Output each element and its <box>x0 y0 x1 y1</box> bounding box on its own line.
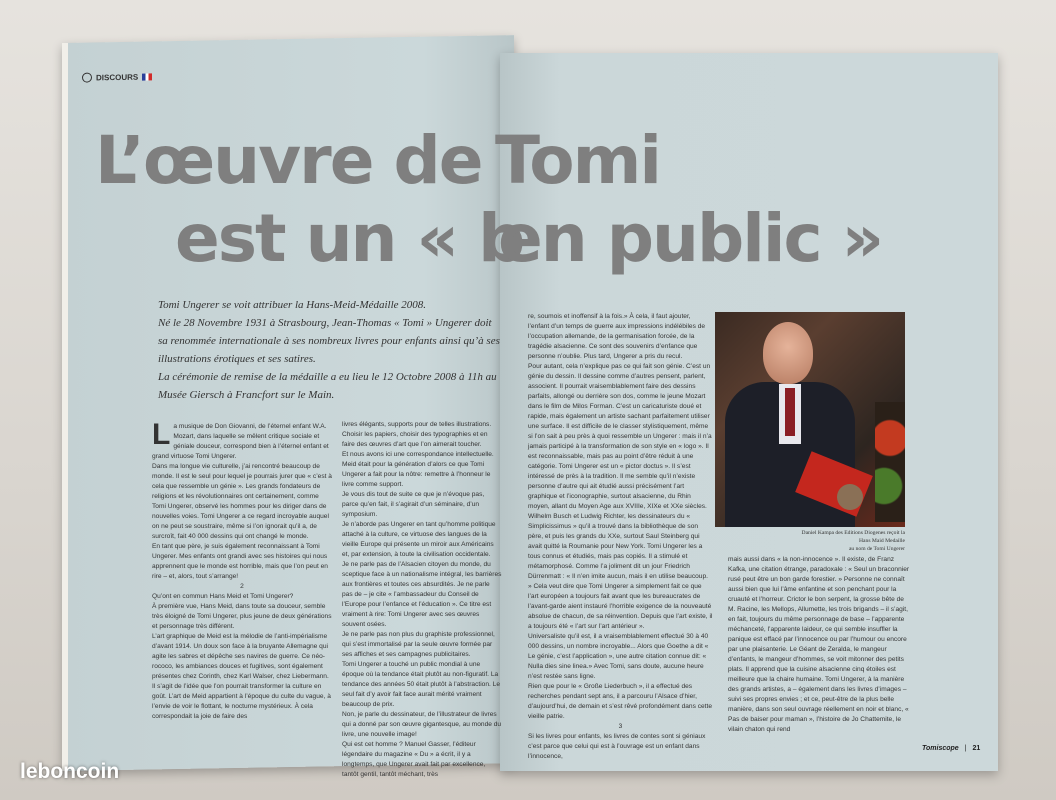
paragraph: a musique de Don Giovanni, de l’éternel enfant W.A. Mozart, dans laquelle se mêlent critique sociale et géniale douceur, correspond bien à l’éternel enfant et grand virtuose Tomi Ungerer. <box>152 423 329 460</box>
page-footer <box>922 745 980 752</box>
title-line1-right: Tomi <box>495 122 660 199</box>
paragraph: Qu’ont en commun Hans Meid et Tomi Ungerer? <box>152 593 294 600</box>
paragraph: Je n’aborde pas Ungerer en tant qu’homme politique attaché à la culture, ce virtuose des langues de la vieille Europe qui présente un miroir aux Américains et, par extension, à toute la civilisation occidentale. <box>342 521 496 558</box>
paragraph: Qui est cet homme ? Manuel Gasser, l’éditeur légendaire du magazine « Du » a écrit, il y a longtemps, que Ungerer avait fait par excellence, tantôt gentil, tantôt méchant, très <box>342 741 486 778</box>
paragraph: Rien que pour le « Große Liederbuch », il a effectué des recherches pendant sept ans, il a parcouru l’Alsace d’hier, d’aujourd’hui, de demain et s’est rêvé profondément dans cette vieille patrie. <box>528 683 713 720</box>
paragraph: Tomi Ungerer a touché un public mondial à une époque où la tendance était plutôt au non-figuratif. La tendance des années 50 était plutôt à l’abstraction. Le seul fait d’y avoir fait face aurait mérité vraiment beaucoup de prix. <box>342 661 500 708</box>
section-number: 2 <box>240 583 244 590</box>
intro-paragraph: Tomi Ungerer se voit attribuer la Hans-Meid-Médaille 2008. <box>158 299 427 311</box>
drop-cap: L <box>152 418 171 451</box>
caption-line: au nom de Tomi Ungerer <box>848 546 905 552</box>
paragraph: En tant que père, je suis également reconnaissant à Tomi Ungerer. Mes enfants ont grandi avec ses histoires qui nous apprennent que le monde est horrible, mais que l’on peut en rire – et, alors, tout s’arrange! <box>152 543 328 580</box>
paragraph: livres élégants, supports pour de telles illustrations. Choisir les papiers, choisir des typographies et en faire des œuvres d’art que l’on aimerait toucher. <box>342 421 492 448</box>
paragraph: Et nous avons ici une correspondance intellectuelle. Meid était pour la génération d’alors ce que Tomi Ungerer a fait pour la nôtre: remettre à l’honneur le livre comme support. <box>342 451 494 488</box>
paragraph: Si les livres pour enfants, les livres de contes sont si géniaux c’est parce que celui qui est à l’ouvrage est un enfant dans l’innocence, <box>528 733 706 760</box>
article-column-1 <box>152 418 332 722</box>
section-label: DISCOURS <box>96 72 139 82</box>
intro-paragraph: La cérémonie de remise de la médaille a eu lieu le 12 Octobre 2008 à 11h au Musée Giersch à Francfort sur le Main. <box>158 371 497 401</box>
title-line2-right: en public » <box>498 200 883 277</box>
article-column-4 <box>728 555 913 735</box>
footer-divider: | <box>964 745 967 752</box>
paragraph: re, soumois et inoffensif à la fois.» À cela, il faut ajouter, l’enfant d’un temps de guerre aux impressions indélébiles de l’occupation allemande, de la germanisation forcée, de la tragédie alsacienne. Ce sont des souvenirs d’enfance que personne n’oublie. Plus tard, Ungerer a pris du recul. <box>528 313 706 360</box>
paragraph: Universaliste qu’il est, il a vraisemblablement effectué 30 à 40 000 dessins, un nombre incroyable... Alors que Goethe a dit « Le génie, c’est l’application », une autre citation connue dit: « Nulla dies sine linea.» Avec Tomi, sans doute, aucune heure n’est restée sans ligne. <box>528 633 709 680</box>
paragraph: mais aussi dans « la non-innocence ». Il existe, de Franz Kafka, une citation étrange, paradoxale : « Seul un braconnier rusé peut être un bon garde forestier. » Personne ne connaît aussi bien que lui l’âme enfantine et son penchant pour la cruauté et l’horreur. Crictor le bon serpent, la grosse bête de M. Racine, les Mellops, Allumette, les trois brigands – il s’agit, en fait, toujours du même personnage de base – l’apparente méchanceté, l’apparente laideur, ce qui semble insuffler la panique est effacé par l’innocence ou par l’humour ou encore par une plaisanterie. Le Géant de Zeralda, le mangeur d’enfants, le mangeur d’hommes, se voit mitonner des petits plats. Il apprend que la cuisine alsacienne cinq étoiles est meilleure que la chaire humaine. Tomi Ungerer, à la manière des grands artistes, a – également dans les livres d’images – suivi ses propres envies ; et ce, peut-être de la plus belle manière, dans son seul ouvrage réellement en noir et blanc, « Pas de baiser pour maman », l’histoire de Jo Chattemite, le vilain chaton qui rend <box>728 556 910 733</box>
section-number: 3 <box>618 723 623 730</box>
page-number: 21 <box>972 745 981 752</box>
paragraph: L’art graphique de Meid est la mélodie de l’anti-impérialisme d’avant 1914. Un doux son face à la bruyante Allemagne qui agite les sabres et dépêche ses navires de guerre. Ce néo-rococo, les ambiances douces et fugitives, sont également présentes chez Corinth, chez Karl Walser, chez Liebermann. Il s’agit de l’idée que l’on pourrait transformer la culture en goût. L’art de Meid appartient à l’époque du culte du vague, à l’envie de voir le flottant, le nocturne mystérieux. À cela correspondait la joie de faire des <box>152 633 331 720</box>
paragraph: À première vue, Hans Meid, dans toute sa douceur, semble très éloigné de Tomi Ungerer, plus jeune de deux générations et personnage très différent. <box>152 603 332 630</box>
article-intro <box>158 296 503 404</box>
magazine-brand: Tomiscope <box>922 745 959 752</box>
intro-paragraph: Né le 28 Novembre 1931 à Strasbourg, Jean-Thomas « Tomi » Ungerer doit sa renommée internationale à ses nombreux livres pour enfants ainsi qu’à ses illustrations érotiques et ses satires. <box>158 317 500 365</box>
photo-caption <box>790 529 905 553</box>
section-icon <box>82 72 92 82</box>
paragraph: Je vous dis tout de suite ce que je n’évoque pas, parce qu’en fait, il s’agirait d’un séminaire, d’un symposium. <box>342 491 485 518</box>
paragraph: Pour autant, cela n’explique pas ce qui fait son génie. C’est un génie du dessin. Il dessine comme d’autres pensent, parlent, associent. Il pourrait vraisemblablement faire des dessins parfaits, allongé ou derrière son dos, comme le jeune Mozart dans le film de Milos Forman. C’est un caricaturiste doué et rapide, mais également un artiste sachant parfaitement utiliser une surface. Il est difficile de le classer stylistiquement, même si l’on sait à peu près à quoi ressemble un Ungerer : mais il n’a jamais participé à la transformation de son style en « logo ». Il est reconnaissable, mais pas au point d’être réduit à une catégorie. Tomi Ungerer est un « pictor doctus ». Il s’est intéressé de près à la tradition. Il me semble qu’il n’existe personne d’autre qui ait étudié aussi précisément l’art graphique et l’iconographie, surtout alsacienne, du Rhin moyen, allant du Moyen Age aux XVIIIe, XIXe et XXe siècles. Wilhelm Busch et Ludwig Richter, les dessinateurs du « Simplicissimus » qu’il a trouvé dans la bibliothèque de son père, et puis les grands du XXe, surtout Saul Steinberg qui avait quitté la Roumanie pour New York. Tomi Ungerer les a tous connus et étudiés, mais pas copiés. Il a stimulé et métamorphosé. Comme l’a joliment dit un jour Friedrich Dürrenmatt : « Il n’en imite aucun, mais il en utilise beaucoup. » Cela veut dire que Tomi Ungerer a simplement fait ce que l’art européen a toujours fait avant que les bureaucrates de l’avant-garde aient instauré l’horrible exigence de la nouveauté absolue de chacun, de sa réinvention. Depuis que l’art existe, il a toujours été « l’art sur l’art antérieur ». <box>528 363 713 630</box>
leboncoin-watermark: leboncoin <box>20 760 120 783</box>
page-edge <box>62 43 68 771</box>
title-line1-left: L’œuvre de <box>95 122 482 199</box>
title-line2-left: est un « b <box>175 200 524 277</box>
french-flag-icon <box>142 73 152 80</box>
paragraph: Non, je parle du dessinateur, de l’illustrateur de livres qui a donné par son œuvre gigantesque, au monde du livre, une nouvelle image! <box>342 711 502 738</box>
paragraph: Je ne parle pas de l’Alsacien citoyen du monde, du sceptique face à un nationalisme intégral, les barrières aux frontières et toutes ces absurdités. Je ne parle pas de – je cite « l’ambassadeur du Conseil de l’Europe pour l’enfance et l’éducation ». Ce titre est vraiment à rire: Tomi Ungerer avec ses œuvres souvent osées. <box>342 561 502 628</box>
flowers-background <box>875 402 905 522</box>
paragraph: Dans ma longue vie culturelle, j’ai rencontré beaucoup de monde. Il est le seul pour lequel je pourrais jurer que « c’est à cela que ressemble un génie ». Les grands fondateurs de religions et les révolutionnaires ont certainement, comme Tomi Ungerer, observé les hommes pour les diriger dans de nouvelles voies. Tomi Ungerer a ce regard incroyable auquel on ne peut se soustraire, même si l’on ignorait qu’il a, de surcroît, fait 40 000 dessins qui ont changé le monde. <box>152 463 332 540</box>
article-column-2 <box>342 420 502 780</box>
caption-line: Daniel Kampa des Editions Diogenes reçoit la Hans Maid Medaille <box>801 530 905 544</box>
article-column-3 <box>528 312 713 762</box>
paragraph: Je ne parle pas non plus du graphiste professionnel, qui s’est immortalisé par la seule œuvre formée par ses affiches et ses campagnes publicitaires. <box>342 631 495 658</box>
person-tie <box>785 388 795 436</box>
person-face <box>763 322 813 384</box>
article-photo <box>715 312 905 527</box>
section-header <box>82 71 152 82</box>
